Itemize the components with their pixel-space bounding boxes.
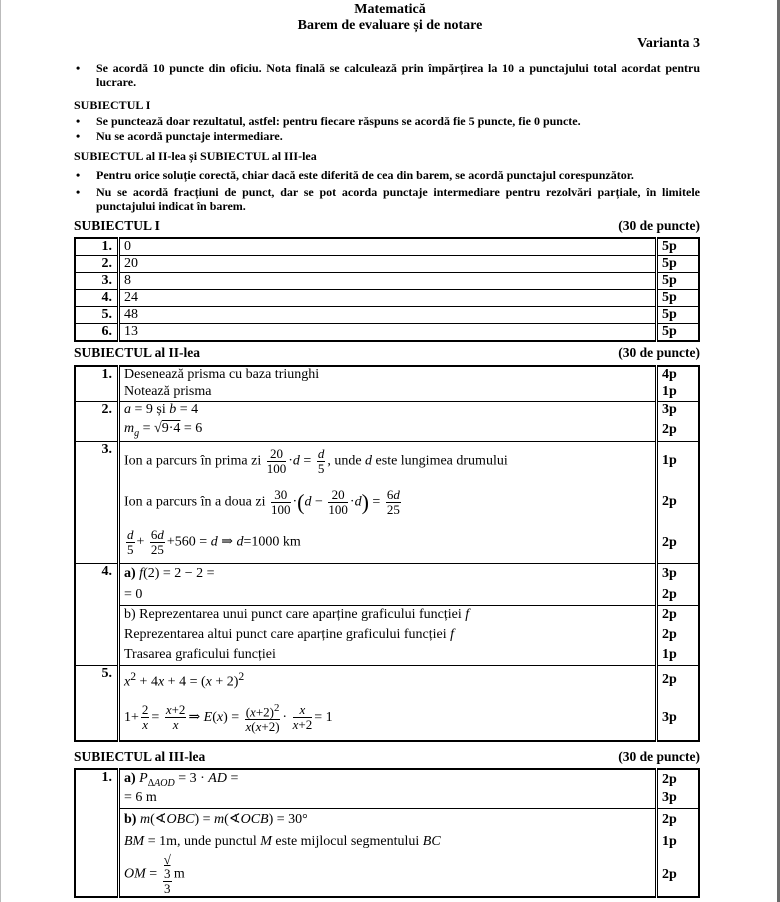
sub2-points: (30 de puncte): [618, 345, 700, 360]
table-row: [75, 481, 699, 523]
sub3-heading: [74, 749, 700, 765]
fraction: $\frac{x+2}{x}$: [165, 702, 186, 732]
formula-mg: $m_g = √9\cdot 4 = 6$: [119, 419, 657, 441]
fraction: $\frac{30}{100}$: [271, 486, 291, 517]
table-row: [75, 523, 699, 563]
item-number: 1.: [75, 769, 119, 897]
rules-sub23-bullet-1: • Pentru orice soluție corectă, chiar dacă este diferită de cea din barem, se acordă punctajul corespunzător.: [74, 168, 700, 182]
item-number: 1.: [75, 238, 119, 256]
table-row: [75, 419, 699, 441]
formula-5-1: $x^2 + 4x + 4 = (x + 2)^2$: [119, 665, 657, 695]
points: 2p: [657, 523, 700, 563]
step-text: Ion a parcurs în a doua zi: [124, 494, 266, 510]
sub2-heading: [74, 345, 700, 361]
points: 5p: [657, 290, 700, 307]
rules-sub23-bullet-2: • Nu se acordă fracțiuni de punct, dar se pot acorda punctaje intermediare pentru rezolvări parțiale, în limitele punctajului indicat în barem.: [74, 185, 700, 213]
document-subtitle: Barem de evaluare și de notare: [297, 18, 483, 33]
table-row: [75, 441, 699, 481]
points: 2p: [657, 605, 700, 625]
points: 5p: [657, 324, 700, 342]
answer: 48: [119, 307, 657, 324]
step-3b-2: BM = 1m, unde punctul M este mijlocul segmentului BC: [119, 831, 657, 853]
sub1-heading: [74, 218, 700, 234]
page-left-edge: [0, 0, 1, 902]
sub3-table: [74, 768, 700, 898]
item-number: 3.: [75, 273, 119, 290]
step-4a-result: = 0: [119, 585, 657, 605]
table-row: [75, 808, 699, 831]
rules-sub23-title: SUBIECTUL al II-lea și SUBIECTUL al III-lea: [74, 149, 317, 163]
table-row: [75, 366, 699, 384]
fraction: $\frac{d}{5}$: [317, 445, 325, 476]
points: 2p: [657, 625, 700, 645]
step-3b-1: b) m(∢OBC) = m(∢OCB) = 30°: [119, 808, 657, 831]
answer: 24: [119, 290, 657, 307]
table-row: [75, 769, 699, 789]
points: 1p: [657, 831, 700, 853]
fraction: $\frac{d}{5}$: [127, 527, 134, 558]
points: 3p: [657, 695, 700, 741]
step-4b-2: Reprezentarea altui punct care aparține graficului funcției f: [119, 625, 657, 645]
points: 3p: [657, 401, 700, 419]
step-text: , unde punctul: [177, 834, 257, 849]
fraction: $\frac{6d}{25}$: [386, 486, 400, 517]
item-number: 2.: [75, 256, 119, 273]
sub1-title: SUBIECTUL I: [74, 218, 160, 233]
sub3-title: SUBIECTUL al III-lea: [74, 749, 206, 764]
sub2-table: [74, 365, 700, 742]
table-row: [75, 256, 699, 273]
table-row: [75, 290, 699, 307]
answer: 0: [119, 238, 657, 256]
item-number: 3.: [75, 441, 119, 563]
table-row: [75, 605, 699, 625]
item-number: 4.: [75, 290, 119, 307]
table-row: [75, 625, 699, 645]
fraction: $\frac{20}{100}$: [266, 445, 287, 476]
step-text: , unde: [327, 453, 362, 469]
oficiu-bullet: • Se acordă 10 puncte din oficiu. Nota finală se calculează prin împărțirea la 10 a punctajului total acordat pentru lucrare.: [74, 61, 700, 89]
fraction: $\frac{2}{x}$: [141, 702, 149, 732]
step-text: este mijlocul segmentului: [275, 834, 420, 849]
table-row: [75, 695, 699, 741]
step-text: Notează prisma: [119, 384, 657, 401]
step-text: Desenează prisma cu baza triunghi: [119, 366, 657, 384]
item-number: 5.: [75, 307, 119, 324]
table-row: [75, 563, 699, 585]
item-number: 1.: [75, 366, 119, 401]
sub3-points: (30 de puncte): [618, 749, 700, 764]
points: 3p: [657, 563, 700, 585]
step-3a: a) $P_{\Delta AOD} = 3$ · AD =: [119, 769, 657, 789]
step-text: este lungimea drumului: [375, 453, 508, 469]
part-label: b): [124, 812, 137, 828]
part-label: a): [124, 566, 136, 582]
answer: 13: [119, 324, 657, 342]
table-row: [75, 665, 699, 695]
document-title: Matematică: [354, 2, 426, 17]
step-text: Ion a parcurs în prima zi: [124, 453, 262, 469]
step-4b-3: Trasarea graficului funcției: [119, 645, 657, 665]
points: 2p: [657, 665, 700, 695]
sub2-title: SUBIECTUL al II-lea: [74, 345, 201, 360]
formula-a-b: a = 9 și b = 4: [119, 401, 657, 419]
table-row: [75, 307, 699, 324]
item-number: 6.: [75, 324, 119, 342]
table-row: [75, 789, 699, 808]
sub1-table: [74, 237, 700, 342]
fraction: $\frac{x}{x+2}$: [292, 702, 313, 732]
points: 3p: [657, 789, 700, 808]
table-row: [75, 853, 699, 897]
points: 2p: [657, 419, 700, 441]
table-row: [75, 585, 699, 605]
points: 2p: [657, 585, 700, 605]
item-number: 2.: [75, 401, 119, 441]
step-text: =1000 km: [243, 534, 301, 550]
step-total: $\frac{d}{5}$ + $\frac{6d}{25}$ +560 = d ⇒ d=1000 km: [119, 523, 657, 563]
rules-sub1-bullet-2: • Nu se acordă punctaje intermediare.: [74, 129, 700, 143]
step-3b-3: OM = √ 3 3 m: [119, 853, 657, 897]
variant-label: Varianta 3: [637, 36, 700, 51]
part-label: a): [124, 770, 136, 786]
step-4b-1: b) Reprezentarea unui punct care aparține graficului funcției f: [119, 605, 657, 625]
answer: 8: [119, 273, 657, 290]
table-row: [75, 645, 699, 665]
points: 4p: [657, 366, 700, 384]
fraction: √ 3 3: [163, 852, 171, 896]
conjunction: și: [156, 401, 166, 417]
table-row: [75, 238, 699, 256]
item-number: 4.: [75, 563, 119, 665]
points: 2p: [657, 769, 700, 789]
step-text: Reprezentarea altui punct care aparține graficului funcției: [124, 627, 447, 642]
points: 1p: [657, 441, 700, 481]
table-row: [75, 384, 699, 401]
sub1-points: (30 de puncte): [618, 218, 700, 233]
answer: 20: [119, 256, 657, 273]
points: 1p: [657, 384, 700, 401]
points: 5p: [657, 273, 700, 290]
fraction: $\frac{20}{100}$: [328, 486, 348, 517]
points: 2p: [657, 808, 700, 831]
item-number: 5.: [75, 665, 119, 741]
table-row: [75, 324, 699, 342]
step-day1: Ion a parcurs în prima zi $\frac{20}{100}$ ·d = $\frac{d}{5}$ , unde d este lungimea drumului: [119, 441, 657, 481]
step-text: b) Reprezentarea unui punct care aparține graficului funcției: [124, 607, 462, 623]
table-row: [75, 401, 699, 419]
step-day2: Ion a parcurs în a doua zi $\frac{30}{100}$ ·(d − $\frac{20}{100}$ ·d) = $\frac{6d}{25}$: [119, 481, 657, 523]
rules-sub1-title: SUBIECTUL I: [74, 98, 151, 112]
rules-sub1-bullet-1: • Se punctează doar rezultatul, astfel: pentru fiecare răspuns se acordă fie 5 puncte, fie 0 puncte.: [74, 114, 700, 128]
table-row: [75, 831, 699, 853]
fraction: $\frac{(x+2)^2}{x(x+2)}$: [245, 701, 280, 735]
fraction: $\frac{6d}{25}$: [150, 527, 164, 558]
formula-5-2: 1+ $\frac{2}{x}$ = $\frac{x+2}{x}$ ⇒ E(x) = $\frac{(x+2)^2}{x(x+2)}$ · $\frac{x}{x+2}$ = 1: [119, 695, 657, 741]
points: 2p: [657, 853, 700, 897]
step-3a-result: = 6 m: [119, 789, 657, 808]
table-row: [75, 273, 699, 290]
step-4a: a) f(2) = 2 − 2 =: [119, 563, 657, 585]
points: 2p: [657, 481, 700, 523]
points: 1p: [657, 645, 700, 665]
points: 5p: [657, 238, 700, 256]
points: 5p: [657, 256, 700, 273]
points: 5p: [657, 307, 700, 324]
